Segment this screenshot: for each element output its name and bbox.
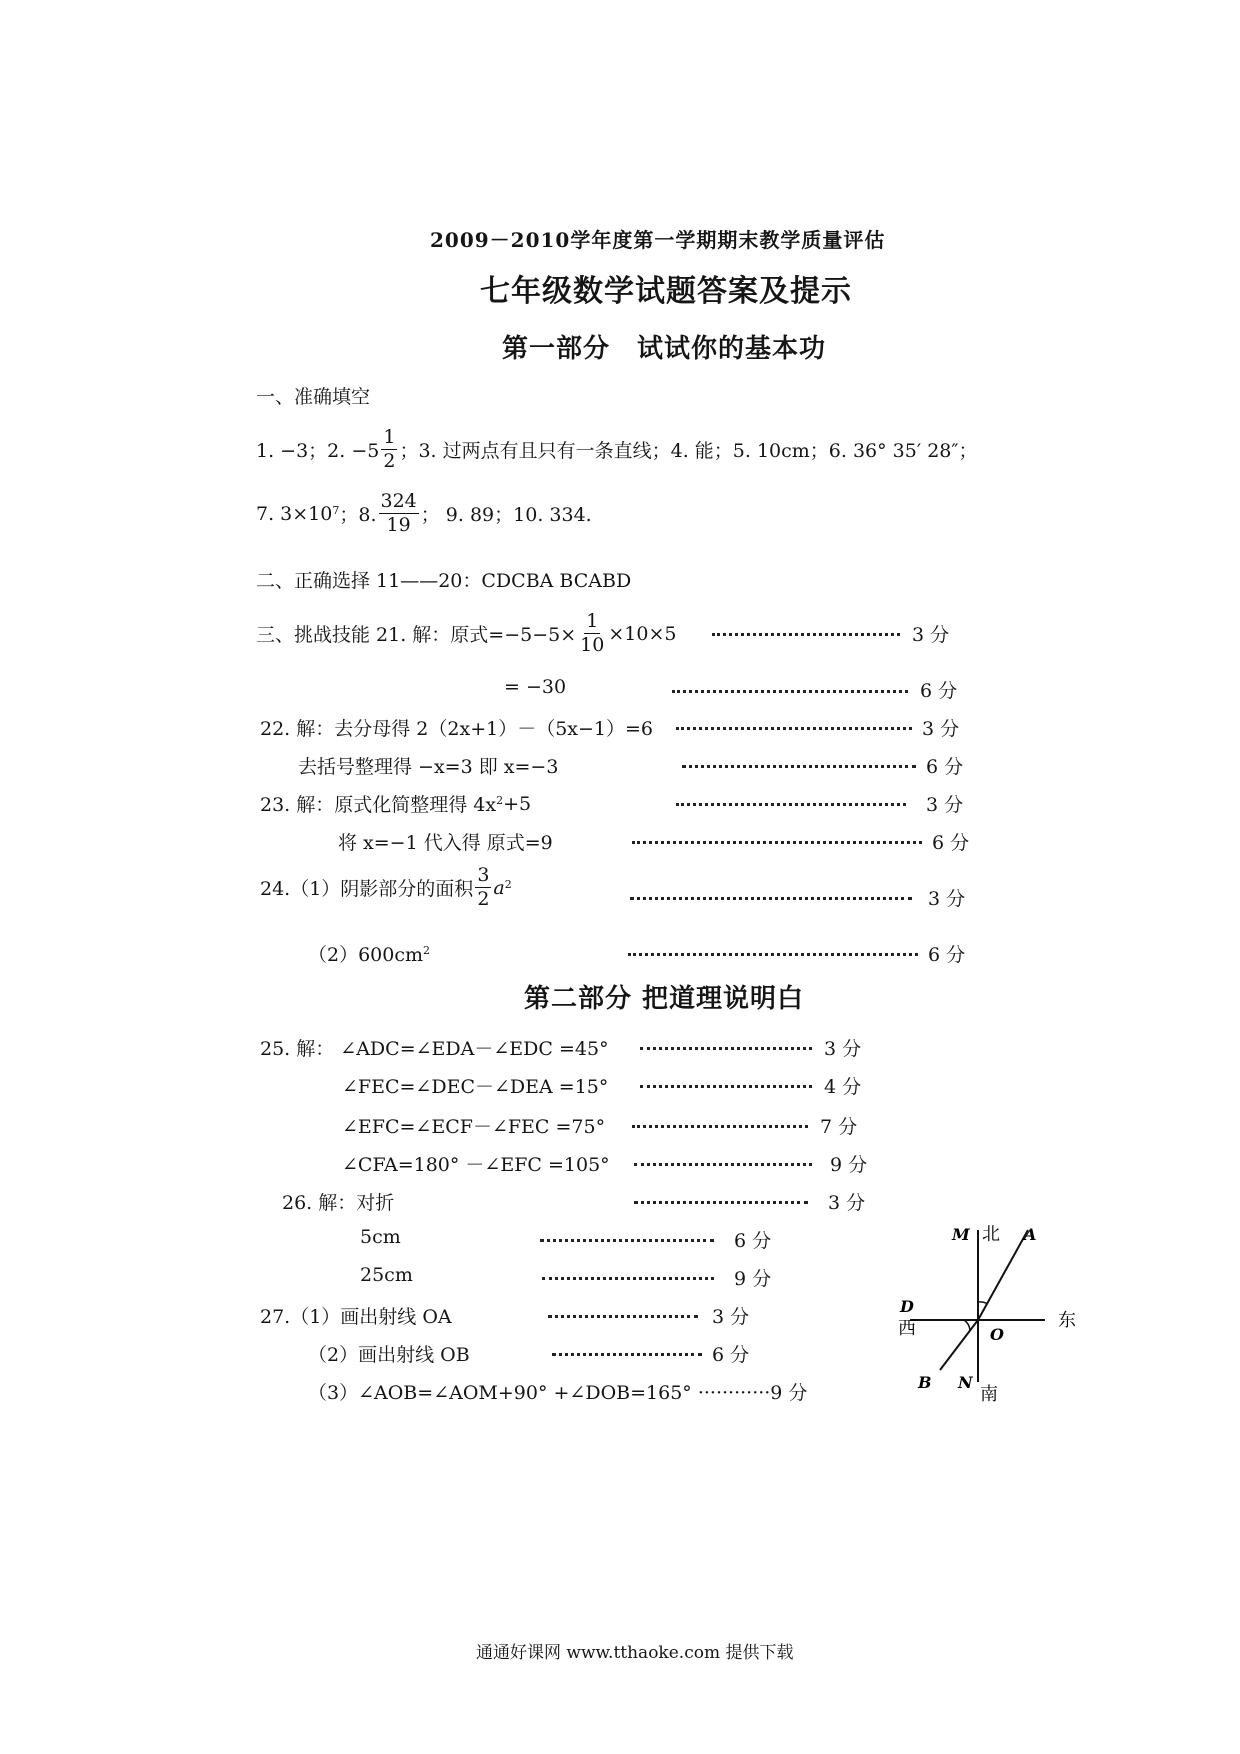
q27-line-3: （3）∠AOB=∠AOM+90° +∠DOB=165° ············9 分 [308, 1382, 808, 1404]
q25-line-4: ∠CFA=180° －∠EFC =105° [342, 1154, 610, 1176]
fraction-numerator: 1 [383, 426, 396, 448]
q26-line-1: 26. 解：对折 [282, 1192, 395, 1214]
fraction-denominator: 2 [477, 888, 490, 910]
q23-line-2: 将 x=−1 代入得 原式=9 [338, 832, 553, 854]
compass-ray-diagram [890, 1222, 1080, 1402]
answer-8-prefix: ；8. [339, 504, 377, 526]
q27-line-1: 27.（1）画出射线 OA [260, 1306, 452, 1328]
fraction-denominator: 2 [383, 450, 396, 472]
q23-expression: 23. 解：原式化简整理得 4x [260, 794, 497, 816]
q24-line-1 [260, 866, 512, 909]
label-o: O [990, 1325, 1004, 1344]
q27-score-2: 6 分 [712, 1344, 750, 1366]
q24-part-2-exponent: 2 [423, 944, 431, 957]
q26-line-2: 5cm [360, 1226, 401, 1248]
q26-score-2: 6 分 [734, 1230, 772, 1252]
fraction-one-tenth [578, 612, 606, 655]
label-n: N [958, 1373, 973, 1392]
q24-score-2: 6 分 [928, 944, 966, 966]
q22-score-1: 3 分 [922, 718, 960, 740]
q23-score-2: 6 分 [932, 832, 970, 854]
q21-expression-end: ×10×5 [608, 622, 677, 645]
answers-3-6-text: ；3. 过两点有且只有一条直线；4. 能；5. 10cm；6. 36° 35′ 28″； [399, 440, 978, 462]
q21-line-2: = −30 [504, 676, 567, 698]
label-a: A [1024, 1225, 1037, 1244]
q25-score-3: 7 分 [820, 1116, 858, 1138]
section-heading-fill-blank: 一、准确填空 [256, 386, 371, 408]
label-north: 北 [982, 1224, 1000, 1245]
label-south: 南 [980, 1384, 998, 1402]
q23-score-1: 3 分 [926, 794, 964, 816]
answers-row-7-10 [256, 492, 592, 535]
label-m: M [952, 1225, 970, 1244]
q22-line-1: 22. 解：去分母得 2（2x+1）－（5x−1）=6 [260, 718, 654, 740]
q24-part-2-text: （2）600cm [308, 944, 424, 966]
q27-score-1: 3 分 [712, 1306, 750, 1328]
dot-leader [632, 841, 922, 844]
answers-row-1-6 [256, 428, 977, 471]
q24-score-1: 3 分 [928, 888, 966, 910]
dot-leader [676, 803, 906, 806]
q27-line-2: （2）画出射线 OB [308, 1344, 470, 1366]
label-b: B [918, 1373, 932, 1392]
dot-leader [682, 765, 916, 768]
q25-score-1: 3 分 [824, 1038, 862, 1060]
angle-arc-aom [978, 1302, 988, 1304]
q25-score-2: 4 分 [824, 1076, 862, 1098]
dot-leader [548, 1315, 698, 1318]
q23-exponent: 2 [496, 794, 504, 807]
section-multiple-choice-answers: 二、正确选择 11——20：CDCBA BCABD [256, 570, 632, 592]
q24-exponent: 2 [504, 878, 512, 891]
fraction-one-half [381, 428, 397, 471]
answer-7-text: 7. 3×10 [256, 502, 333, 525]
q26-score-3: 9 分 [734, 1268, 772, 1290]
q22-line-2: 去括号整理得 −x=3 即 x=−3 [298, 756, 559, 778]
dot-leader [712, 633, 900, 636]
dot-leader [634, 1163, 812, 1166]
dot-leader [672, 690, 908, 693]
dot-leader [630, 897, 912, 900]
q21-line-1 [256, 612, 676, 655]
q25-line-1: 25. 解： ∠ADC=∠EDA－∠EDC =45° [260, 1038, 609, 1060]
q25-line-2: ∠FEC=∠DEC－∠DEA =15° [342, 1076, 609, 1098]
q26-line-3: 25cm [360, 1264, 413, 1286]
fraction-numerator: 1 [586, 610, 599, 632]
label-east: 东 [1058, 1310, 1076, 1331]
ray-ob [940, 1320, 978, 1370]
exam-session-title: 2009－2010学年度第一学期期末教学质量评估 [430, 228, 886, 252]
dot-leader [676, 727, 912, 730]
footer-source: 通通好课网 www.tthaoke.com 提供下载 [476, 1643, 794, 1663]
q25-score-4: 9 分 [830, 1154, 868, 1176]
angle-arc-dob [964, 1320, 970, 1330]
q24-part-1-text: 24.（1）阴影部分的面积 [260, 878, 474, 900]
label-west: 西 [898, 1318, 916, 1339]
fraction-numerator: 324 [380, 490, 417, 512]
dot-leader [540, 1239, 714, 1242]
q26-score-1: 3 分 [828, 1192, 866, 1214]
q22-score-2: 6 分 [926, 756, 964, 778]
label-d: D [900, 1297, 914, 1316]
fraction-three-halves [475, 866, 491, 909]
dot-leader [640, 1047, 812, 1050]
q25-line-3: ∠EFC=∠ECF－∠FEC =75° [342, 1116, 606, 1138]
part-one-heading: 第一部分 试试你的基本功 [502, 334, 827, 364]
q23-line-1 [260, 790, 531, 817]
fraction-denominator: 19 [386, 514, 411, 536]
answers-1-2-text: 1. −3；2. −5 [256, 440, 380, 462]
q24-variable: a [493, 876, 505, 899]
dot-leader [634, 1201, 808, 1204]
dot-leader [542, 1277, 714, 1280]
fraction-numerator: 3 [477, 864, 490, 886]
dot-leader [552, 1353, 702, 1356]
fraction-324-19 [379, 492, 419, 535]
document-title: 七年级数学试题答案及提示 [480, 274, 852, 309]
dot-leader [640, 1085, 812, 1088]
answers-9-10-text: ； 9. 89；10. 334. [420, 504, 592, 526]
q21-score-2: 6 分 [920, 680, 958, 702]
q24-line-2 [308, 940, 430, 967]
part-two-heading: 第二部分 把道理说明白 [524, 984, 805, 1014]
fraction-denominator: 10 [580, 634, 605, 656]
dot-leader [628, 953, 918, 956]
q21-expression-start: 三、挑战技能 21. 解：原式=−5−5× [256, 624, 577, 646]
dot-leader [632, 1125, 808, 1128]
q21-score-1: 3 分 [912, 624, 950, 646]
answer-7-exponent: 7 [332, 504, 340, 517]
q23-expression-end: +5 [503, 792, 532, 815]
